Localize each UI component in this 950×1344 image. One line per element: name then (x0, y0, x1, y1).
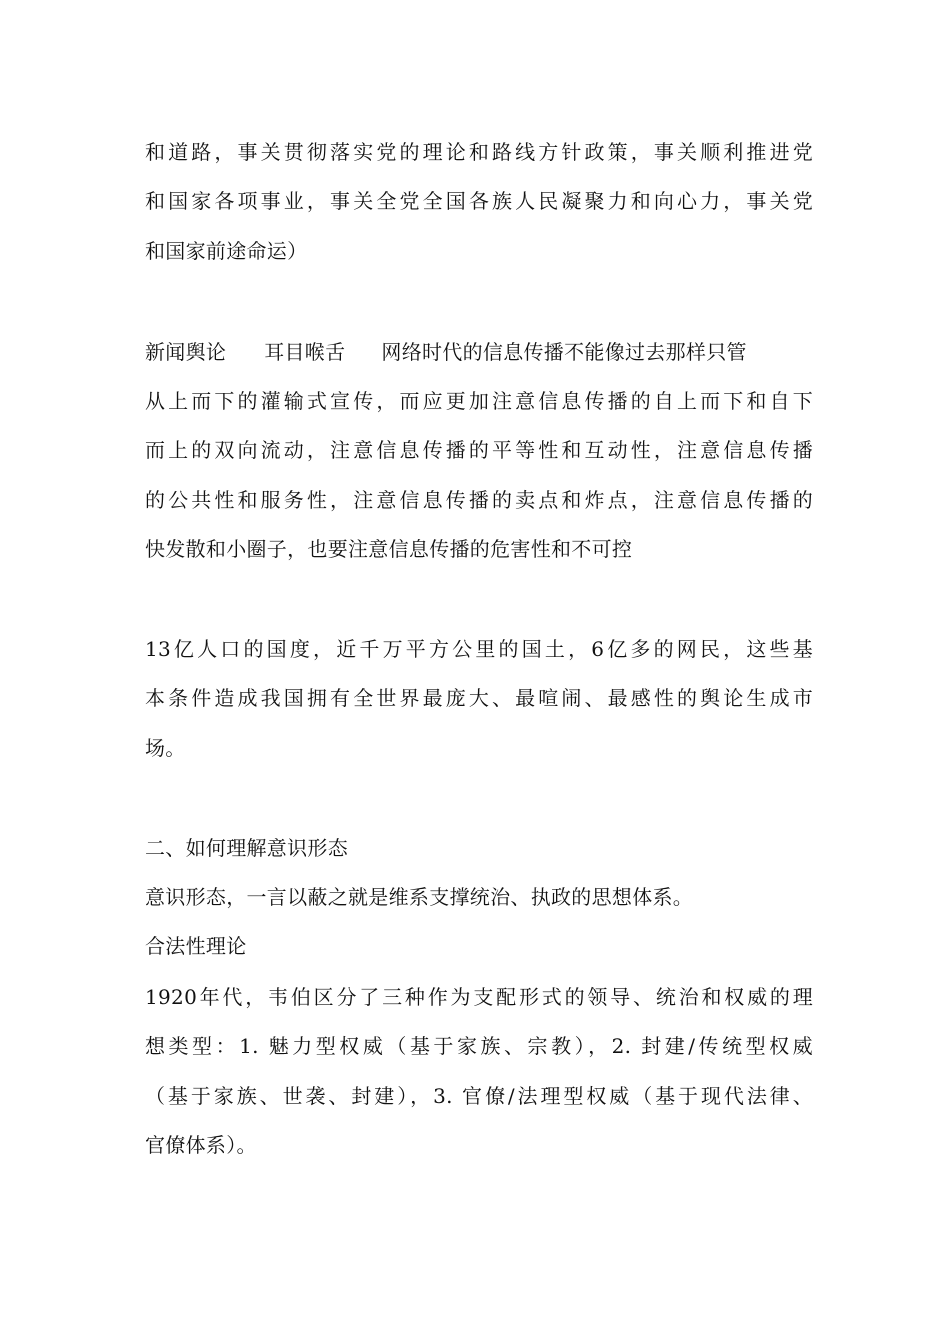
text-line: 本条件造成我国拥有全世界最庞大、最喧闹、最感性的舆论生成市 (145, 686, 813, 710)
text-line: 13亿人口的国度，近千万平方公里的国土，6亿多的网民，这些基 (145, 637, 813, 661)
text-line: 和道路，事关贯彻落实党的理论和路线方针政策，事关顺利推进党 (145, 140, 813, 164)
text-line: 场。 (145, 736, 186, 760)
text-line: 想类型：1. 魅力型权威（基于家族、宗教），2. 封建/传统型权威 (145, 1034, 813, 1058)
text-line: 的公共性和服务性，注意信息传播的卖点和炸点，注意信息传播的 (145, 488, 813, 512)
text-line: 从上而下的灌输式宣传，而应更加注意信息传播的自上而下和自下 (145, 389, 813, 413)
section-heading: 二、如何理解意识形态 (145, 836, 348, 860)
term-news-opinion: 新闻舆论 (145, 340, 227, 364)
text-line: 1920年代，韦伯区分了三种作为支配形式的领导、统治和权威的理 (145, 985, 813, 1009)
text-line: 官僚体系）。 (145, 1133, 257, 1157)
text-line: （基于家族、世袭、封建），3. 官僚/法理型权威（基于现代法律、 (145, 1084, 813, 1108)
subheading: 合法性理论 (145, 934, 247, 958)
text-segment: 网络时代的信息传播不能像过去那样只管 (381, 340, 747, 364)
term-eyes-ears: 耳目喉舌 (264, 340, 346, 364)
text-line: 和国家各项事业，事关全党全国各族人民凝聚力和向心力，事关党 (145, 189, 813, 213)
text-line: 而上的双向流动，注意信息传播的平等性和互动性，注意信息传播 (145, 438, 813, 462)
text-line: 和国家前途命运） (145, 239, 308, 263)
definition-line: 意识形态，一言以蔽之就是维系支撑统治、执政的思想体系。 (145, 885, 694, 909)
text-line-with-tabs (145, 338, 813, 366)
text-line: 快发散和小圈子，也要注意信息传播的危害性和不可控 (145, 537, 633, 561)
